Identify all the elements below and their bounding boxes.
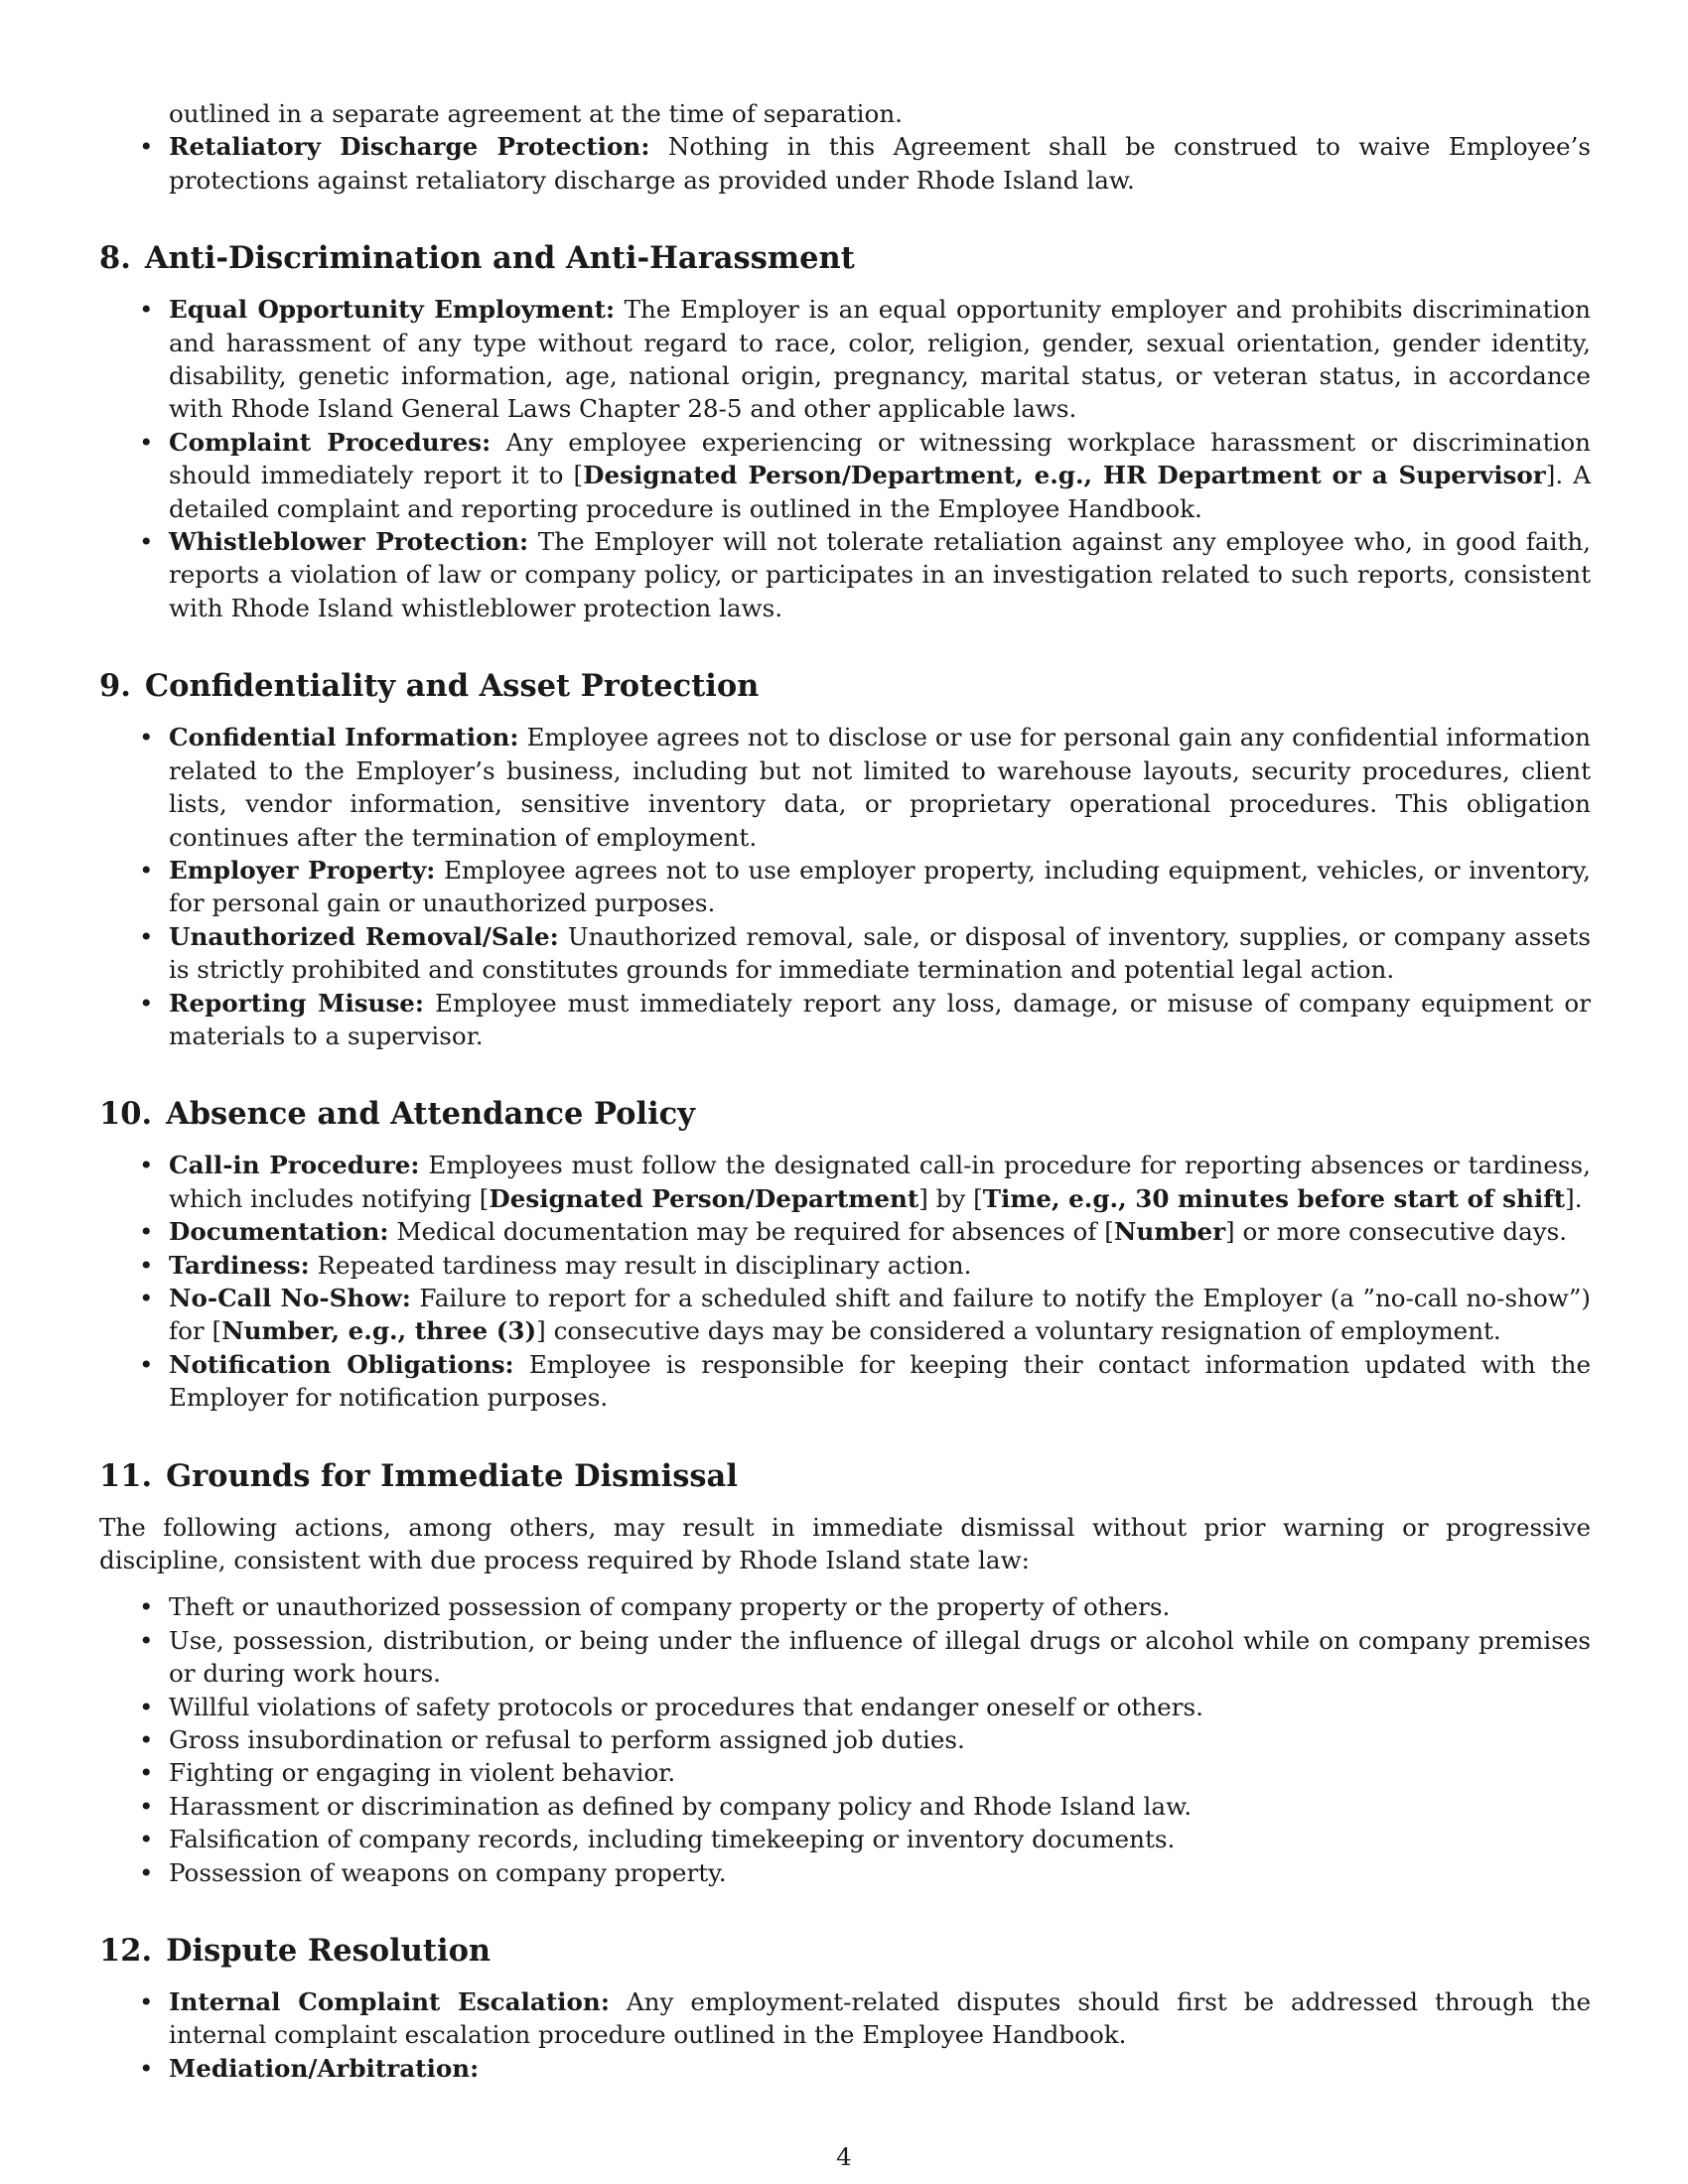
section-title: Grounds for Immediate Dismissal (166, 1457, 738, 1494)
item-text: Employee agrees not to use employer property, including equipment, vehicles, or inventory, for personal gain or unauthorized purposes. (169, 855, 1591, 918)
item-text: Fighting or engaging in violent behavior. (169, 1758, 676, 1788)
bullet-icon: • (139, 1592, 154, 1622)
bullet-icon: • (139, 527, 154, 557)
bullet-icon: • (139, 988, 154, 1018)
item-text: Medical documentation may be required for absences of [ (388, 1217, 1114, 1247)
item-lead: Reporting Misuse: (169, 988, 425, 1018)
section-11-list (99, 1590, 1591, 1889)
page-number: 4 (836, 2142, 852, 2171)
list-item (99, 525, 1591, 624)
section-10-list (99, 1149, 1591, 1414)
section-9-list (99, 721, 1591, 1052)
list-item (99, 1624, 1591, 1691)
item-text: The Employer will not tolerate retaliation against any employee who, in good faith, reports a violation of law or company policy, or participates in an investigation related to such reports, consistent with Rhode Island whistleblower protection laws. (169, 527, 1591, 622)
item-text: Repeated tardiness may result in disciplinary action. (309, 1250, 972, 1280)
list-item (99, 1590, 1591, 1623)
section-12-list (99, 1985, 1591, 2085)
list-item (99, 1691, 1591, 1723)
continuation-text: outlined in a separate agreement at the time of separation. (169, 99, 904, 128)
item-text: Failure to report for a scheduled shift and failure to notify the Employer (a ”no-call no-show”) for [ (169, 1283, 1591, 1346)
bullet-icon: • (139, 723, 154, 752)
item-lead: Retaliatory Discharge Protection: (169, 132, 650, 162)
list-item (99, 1790, 1591, 1823)
item-lead: Complaint Procedures: (169, 427, 492, 457)
item-lead: Whistleblower Protection: (169, 527, 529, 557)
section-title: Confidentiality and Asset Protection (144, 668, 760, 705)
item-lead: Equal Opportunity Employment: (169, 295, 616, 325)
item-text: Falsification of company records, including timekeeping or inventory documents. (169, 1825, 1176, 1854)
item-text: Any employment-related disputes should first be addressed through the internal complaint escalation procedure outlined in the Employee Handbook. (169, 1987, 1591, 2050)
item-text: Employees must follow the designated call-in procedure for reporting absences or tardiness, which includes notifying [ (169, 1151, 1591, 1213)
section-title: Absence and Attendance Policy (166, 1096, 695, 1133)
bullet-icon: • (139, 1987, 154, 2017)
placeholder-text: Time, e.g., 30 minutes before start of shift (982, 1183, 1566, 1213)
list-item (99, 1985, 1591, 2052)
bullet-icon: • (139, 1151, 154, 1180)
item-lead: Tardiness: (169, 1250, 310, 1280)
section-intro: The following actions, among others, may result in immediate dismissal without prior warning or progressive discipline, consistent with due process required by Rhode Island state law: (99, 1512, 1591, 1574)
item-text: ] by [ (918, 1183, 983, 1213)
bullet-icon: • (139, 2053, 154, 2083)
item-lead: Notification Obligations: (169, 1349, 514, 1379)
placeholder-text: Designated Person/Department (489, 1183, 919, 1213)
list-item (99, 130, 1591, 197)
section-title: Dispute Resolution (166, 1933, 492, 1970)
item-lead: Internal Complaint Escalation: (169, 1987, 610, 2017)
item-text: ] consecutive days may be considered a voluntary resignation of employment. (536, 1316, 1501, 1346)
list-item (99, 1215, 1591, 1248)
list-item (99, 1249, 1591, 1282)
section-heading-8 (99, 238, 1591, 278)
list-item (99, 1856, 1591, 1889)
item-text: ] or more consecutive days. (1225, 1217, 1568, 1247)
list-item (99, 987, 1591, 1053)
section-number: 12. (99, 1933, 153, 1970)
item-text: Employee agrees not to disclose or use for personal gain any confidential information related to the Employer’s business, including but not limited to warehouse layouts, security procedures, client lists, vendor information, sensitive inventory data, or proprietary operational procedures. This obligation continues after the termination of employment. (169, 723, 1592, 852)
bullet-icon: • (139, 1758, 154, 1788)
placeholder-text: Number (1113, 1217, 1226, 1247)
list-item (99, 2052, 1591, 2085)
placeholder-text: Number, e.g., three (3) (221, 1316, 537, 1346)
list-item (99, 1823, 1591, 1855)
bullet-icon: • (139, 1625, 154, 1655)
item-lead: Employer Property: (169, 855, 436, 885)
section-heading-10 (99, 1094, 1591, 1134)
item-text: Possession of weapons on company property. (169, 1857, 727, 1887)
bullet-icon: • (139, 1725, 154, 1755)
item-lead: Confidential Information: (169, 723, 519, 752)
item-text: Willful violations of safety protocols or procedures that endanger oneself or others. (169, 1692, 1203, 1721)
item-text: Gross insubordination or refusal to perform assigned job duties. (169, 1725, 965, 1755)
item-text: ]. A detailed complaint and reporting procedure is outlined in the Employee Handbook. (169, 461, 1592, 523)
list-item (99, 854, 1591, 920)
bullet-icon: • (139, 1250, 154, 1280)
bullet-icon: • (139, 1692, 154, 1721)
item-text: Employee is responsible for keeping their contact information updated with the Employer for notification purposes. (169, 1349, 1591, 1413)
list-item (99, 1282, 1591, 1348)
item-text: Any employee experiencing or witnessing workplace harassment or discrimination should immediately report it to [ (169, 427, 1591, 490)
bullet-icon: • (139, 921, 154, 951)
item-text: Unauthorized removal, sale, or disposal of inventory, supplies, or company assets is strictly prohibited and constitutes grounds for immediate termination and potential legal action. (169, 921, 1591, 985)
item-lead: Call-in Procedure: (169, 1151, 420, 1180)
placeholder-text: Designated Person/Department, e.g., HR Department or a Supervisor (583, 461, 1546, 490)
bullet-icon: • (139, 132, 154, 162)
item-text: Theft or unauthorized possession of company property or the property of others. (169, 1592, 1171, 1622)
bullet-icon: • (139, 1857, 154, 1887)
list-item (99, 1756, 1591, 1789)
bullet-icon: • (139, 427, 154, 457)
bullet-icon: • (139, 1791, 154, 1821)
document-page (99, 97, 1591, 2085)
bullet-icon: • (139, 1283, 154, 1312)
list-item (99, 1723, 1591, 1756)
section-heading-12 (99, 1931, 1591, 1971)
list-item (99, 293, 1591, 426)
item-lead: Mediation/Arbitration: (169, 2053, 480, 2083)
section-number: 9. (99, 668, 131, 705)
list-item (99, 426, 1591, 525)
bullet-icon: • (139, 855, 154, 885)
section-7-list (99, 130, 1591, 197)
section-number: 8. (99, 240, 131, 277)
item-text: Employee must immediately report any loss, damage, or misuse of company equipment or materials to a supervisor. (169, 988, 1591, 1050)
section-number: 10. (99, 1096, 153, 1133)
item-text: The Employer is an equal opportunity employer and prohibits discrimination and harassment of any type without regard to race, color, religion, gender, sexual orientation, gender identity, disability, genetic information, age, national origin, pregnancy, marital status, or veteran status, in accordance with Rhode Island General Laws Chapter 28-5 and other applicable laws. (169, 295, 1591, 424)
list-item (99, 1348, 1591, 1415)
item-text: ]. (1565, 1183, 1583, 1213)
list-item (99, 1149, 1591, 1215)
item-lead: Documentation: (169, 1217, 389, 1247)
section-title: Anti-Discrimination and Anti-Harassment (144, 240, 855, 277)
section-heading-9 (99, 666, 1591, 706)
list-item (99, 721, 1591, 854)
bullet-icon: • (139, 1217, 154, 1247)
item-text: Use, possession, distribution, or being under the influence of illegal drugs or alcohol while on company premises or during work hours. (169, 1625, 1591, 1689)
item-text: Nothing in this Agreement shall be construed to waive Employee’s protections against retaliatory discharge as provided under Rhode Island law. (169, 132, 1591, 195)
item-lead: Unauthorized Removal/Sale: (169, 921, 559, 951)
section-8-list (99, 293, 1591, 624)
bullet-icon: • (139, 1349, 154, 1379)
item-lead: No-Call No-Show: (169, 1283, 411, 1312)
list-item (99, 920, 1591, 987)
section-heading-11 (99, 1456, 1591, 1496)
section-number: 11. (99, 1457, 153, 1494)
bullet-icon: • (139, 1825, 154, 1854)
bullet-icon: • (139, 295, 154, 325)
item-text: Harassment or discrimination as defined by company policy and Rhode Island law. (169, 1791, 1193, 1821)
